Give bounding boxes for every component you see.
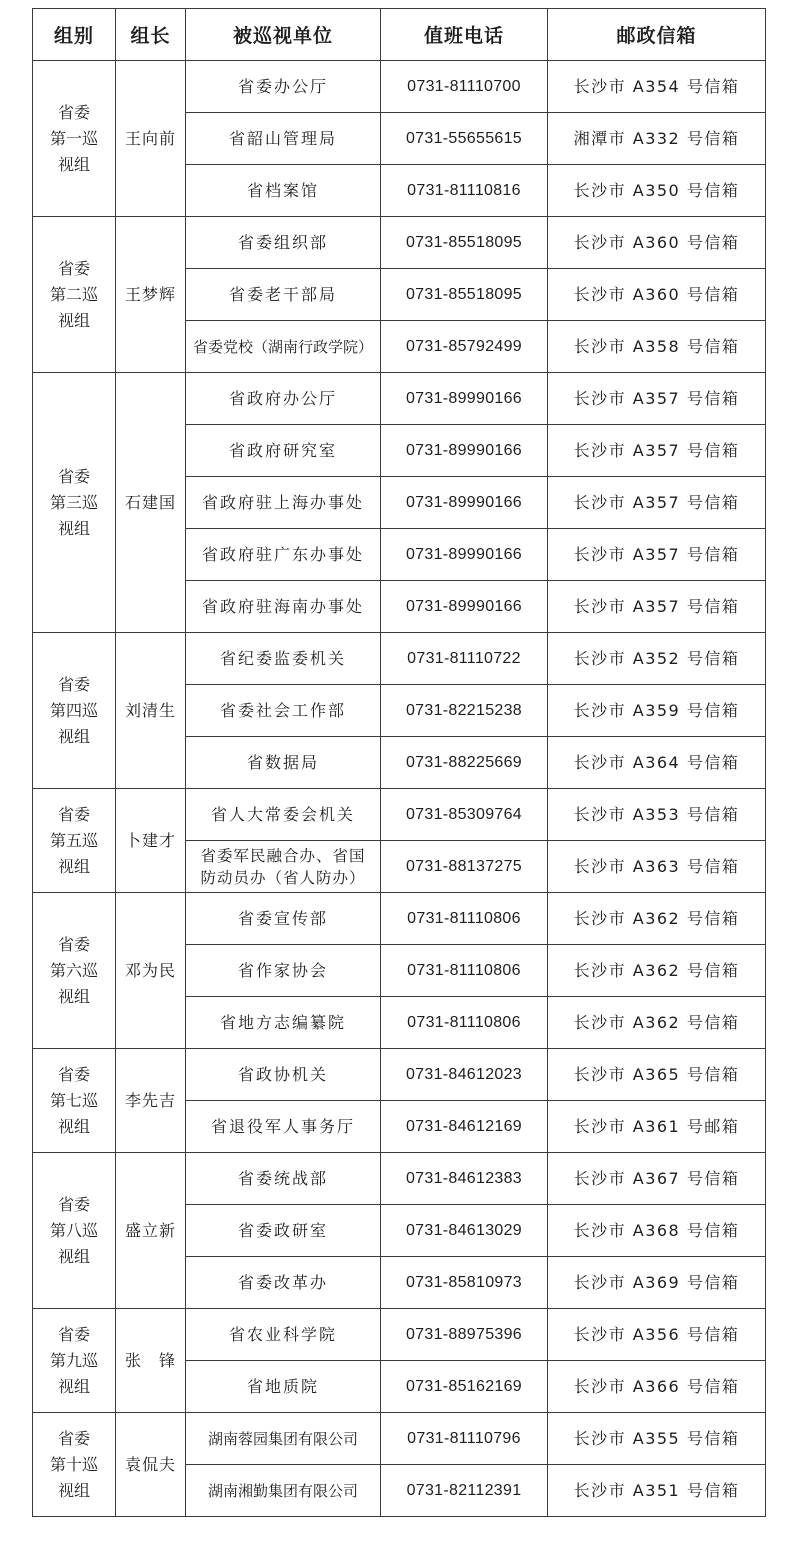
postal-mailbox-cell: 长沙市 A350 号信箱 xyxy=(548,165,766,217)
duty-phone-cell: 0731-84612023 xyxy=(381,1049,548,1101)
inspected-unit-cell: 省委统战部 xyxy=(186,1153,381,1205)
inspected-unit-cell: 省政府办公厅 xyxy=(186,373,381,425)
table-row xyxy=(33,1153,766,1205)
group-name-cell: 省委 第十巡 视组 xyxy=(33,1413,116,1517)
postal-mailbox-cell: 长沙市 A352 号信箱 xyxy=(548,633,766,685)
duty-phone-cell: 0731-85810973 xyxy=(381,1257,548,1309)
postal-mailbox-cell: 长沙市 A369 号信箱 xyxy=(548,1257,766,1309)
header-group: 组别 xyxy=(33,9,116,61)
postal-mailbox-cell: 长沙市 A355 号信箱 xyxy=(548,1413,766,1465)
postal-mailbox-cell: 长沙市 A354 号信箱 xyxy=(548,61,766,113)
duty-phone-cell: 0731-55655615 xyxy=(381,113,548,165)
inspected-unit-cell: 省政府研究室 xyxy=(186,425,381,477)
postal-mailbox-cell: 长沙市 A357 号信箱 xyxy=(548,425,766,477)
table-row xyxy=(33,373,766,425)
group-name-cell: 省委 第七巡 视组 xyxy=(33,1049,116,1153)
group-leader-cell: 石建国 xyxy=(116,373,186,633)
postal-mailbox-cell: 长沙市 A357 号信箱 xyxy=(548,477,766,529)
group-leader-cell: 袁侃夫 xyxy=(116,1413,186,1517)
duty-phone-cell: 0731-84612383 xyxy=(381,1153,548,1205)
inspection-roster-table xyxy=(32,8,766,1517)
inspected-unit-cell: 省地方志编纂院 xyxy=(186,997,381,1049)
group-leader-cell: 王向前 xyxy=(116,61,186,217)
group-name-cell: 省委 第九巡 视组 xyxy=(33,1309,116,1413)
duty-phone-cell: 0731-89990166 xyxy=(381,425,548,477)
inspected-unit-cell: 省委党校（湖南行政学院） xyxy=(186,321,381,373)
duty-phone-cell: 0731-85309764 xyxy=(381,789,548,841)
inspected-unit-cell: 省委办公厅 xyxy=(186,61,381,113)
postal-mailbox-cell: 长沙市 A364 号信箱 xyxy=(548,737,766,789)
duty-phone-cell: 0731-81110806 xyxy=(381,945,548,997)
group-name-cell: 省委 第四巡 视组 xyxy=(33,633,116,789)
postal-mailbox-cell: 长沙市 A361 号邮箱 xyxy=(548,1101,766,1153)
group-leader-cell: 张 锋 xyxy=(116,1309,186,1413)
table-row xyxy=(33,217,766,269)
table-row xyxy=(33,1309,766,1361)
group-leader-cell: 李先吉 xyxy=(116,1049,186,1153)
postal-mailbox-cell: 长沙市 A362 号信箱 xyxy=(548,997,766,1049)
header-leader: 组长 xyxy=(116,9,186,61)
group-name-cell: 省委 第六巡 视组 xyxy=(33,893,116,1049)
duty-phone-cell: 0731-85792499 xyxy=(381,321,548,373)
group-name-cell: 省委 第一巡 视组 xyxy=(33,61,116,217)
postal-mailbox-cell: 长沙市 A359 号信箱 xyxy=(548,685,766,737)
inspected-unit-cell: 省退役军人事务厅 xyxy=(186,1101,381,1153)
inspected-unit-cell: 省政协机关 xyxy=(186,1049,381,1101)
postal-mailbox-cell: 长沙市 A363 号信箱 xyxy=(548,841,766,893)
header-phone: 值班电话 xyxy=(381,9,548,61)
duty-phone-cell: 0731-89990166 xyxy=(381,373,548,425)
inspected-unit-cell: 省委老干部局 xyxy=(186,269,381,321)
table-row xyxy=(33,61,766,113)
inspected-unit-cell: 省人大常委会机关 xyxy=(186,789,381,841)
postal-mailbox-cell: 长沙市 A356 号信箱 xyxy=(548,1309,766,1361)
duty-phone-cell: 0731-81110806 xyxy=(381,997,548,1049)
duty-phone-cell: 0731-82112391 xyxy=(381,1465,548,1517)
postal-mailbox-cell: 长沙市 A365 号信箱 xyxy=(548,1049,766,1101)
group-name-cell: 省委 第八巡 视组 xyxy=(33,1153,116,1309)
table-row xyxy=(33,1413,766,1465)
inspected-unit-cell: 湖南湘勤集团有限公司 xyxy=(186,1465,381,1517)
inspected-unit-cell: 省委政研室 xyxy=(186,1205,381,1257)
duty-phone-cell: 0731-81110722 xyxy=(381,633,548,685)
duty-phone-cell: 0731-81110816 xyxy=(381,165,548,217)
inspected-unit-cell: 省委社会工作部 xyxy=(186,685,381,737)
duty-phone-cell: 0731-81110796 xyxy=(381,1413,548,1465)
duty-phone-cell: 0731-88137275 xyxy=(381,841,548,893)
inspected-unit-cell: 省委改革办 xyxy=(186,1257,381,1309)
table-header xyxy=(33,9,766,61)
group-leader-cell: 王梦辉 xyxy=(116,217,186,373)
duty-phone-cell: 0731-82215238 xyxy=(381,685,548,737)
group-name-cell: 省委 第五巡 视组 xyxy=(33,789,116,893)
postal-mailbox-cell: 长沙市 A368 号信箱 xyxy=(548,1205,766,1257)
postal-mailbox-cell: 长沙市 A360 号信箱 xyxy=(548,269,766,321)
postal-mailbox-cell: 长沙市 A353 号信箱 xyxy=(548,789,766,841)
duty-phone-cell: 0731-89990166 xyxy=(381,529,548,581)
inspected-unit-cell: 省纪委监委机关 xyxy=(186,633,381,685)
postal-mailbox-cell: 长沙市 A357 号信箱 xyxy=(548,529,766,581)
postal-mailbox-cell: 长沙市 A358 号信箱 xyxy=(548,321,766,373)
postal-mailbox-cell: 长沙市 A366 号信箱 xyxy=(548,1361,766,1413)
duty-phone-cell: 0731-85518095 xyxy=(381,269,548,321)
inspected-unit-cell: 省政府驻广东办事处 xyxy=(186,529,381,581)
duty-phone-cell: 0731-84613029 xyxy=(381,1205,548,1257)
group-leader-cell: 盛立新 xyxy=(116,1153,186,1309)
header-unit: 被巡视单位 xyxy=(186,9,381,61)
inspected-unit-cell: 省数据局 xyxy=(186,737,381,789)
group-name-cell: 省委 第三巡 视组 xyxy=(33,373,116,633)
inspected-unit-cell: 省档案馆 xyxy=(186,165,381,217)
inspected-unit-cell: 省地质院 xyxy=(186,1361,381,1413)
duty-phone-cell: 0731-81110700 xyxy=(381,61,548,113)
group-leader-cell: 刘清生 xyxy=(116,633,186,789)
group-leader-cell: 邓为民 xyxy=(116,893,186,1049)
table-row xyxy=(33,893,766,945)
table-row xyxy=(33,633,766,685)
group-name-cell: 省委 第二巡 视组 xyxy=(33,217,116,373)
duty-phone-cell: 0731-85518095 xyxy=(381,217,548,269)
inspected-unit-cell: 省政府驻海南办事处 xyxy=(186,581,381,633)
postal-mailbox-cell: 长沙市 A357 号信箱 xyxy=(548,373,766,425)
inspected-unit-cell: 省政府驻上海办事处 xyxy=(186,477,381,529)
inspected-unit-cell: 省韶山管理局 xyxy=(186,113,381,165)
table-body xyxy=(33,61,766,1517)
header-mailbox: 邮政信箱 xyxy=(548,9,766,61)
header-row xyxy=(33,9,766,61)
duty-phone-cell: 0731-84612169 xyxy=(381,1101,548,1153)
postal-mailbox-cell: 长沙市 A351 号信箱 xyxy=(548,1465,766,1517)
duty-phone-cell: 0731-88975396 xyxy=(381,1309,548,1361)
postal-mailbox-cell: 湘潭市 A332 号信箱 xyxy=(548,113,766,165)
postal-mailbox-cell: 长沙市 A362 号信箱 xyxy=(548,945,766,997)
group-leader-cell: 卜建才 xyxy=(116,789,186,893)
postal-mailbox-cell: 长沙市 A362 号信箱 xyxy=(548,893,766,945)
inspected-unit-cell: 湖南蓉园集团有限公司 xyxy=(186,1413,381,1465)
table-row xyxy=(33,789,766,841)
duty-phone-cell: 0731-89990166 xyxy=(381,581,548,633)
postal-mailbox-cell: 长沙市 A367 号信箱 xyxy=(548,1153,766,1205)
table-row xyxy=(33,1049,766,1101)
duty-phone-cell: 0731-89990166 xyxy=(381,477,548,529)
postal-mailbox-cell: 长沙市 A360 号信箱 xyxy=(548,217,766,269)
inspected-unit-cell: 省农业科学院 xyxy=(186,1309,381,1361)
inspected-unit-cell: 省委宣传部 xyxy=(186,893,381,945)
inspected-unit-cell: 省作家协会 xyxy=(186,945,381,997)
inspected-unit-cell: 省委组织部 xyxy=(186,217,381,269)
duty-phone-cell: 0731-88225669 xyxy=(381,737,548,789)
duty-phone-cell: 0731-85162169 xyxy=(381,1361,548,1413)
duty-phone-cell: 0731-81110806 xyxy=(381,893,548,945)
postal-mailbox-cell: 长沙市 A357 号信箱 xyxy=(548,581,766,633)
inspected-unit-cell: 省委军民融合办、省国 防动员办（省人防办） xyxy=(186,841,381,893)
